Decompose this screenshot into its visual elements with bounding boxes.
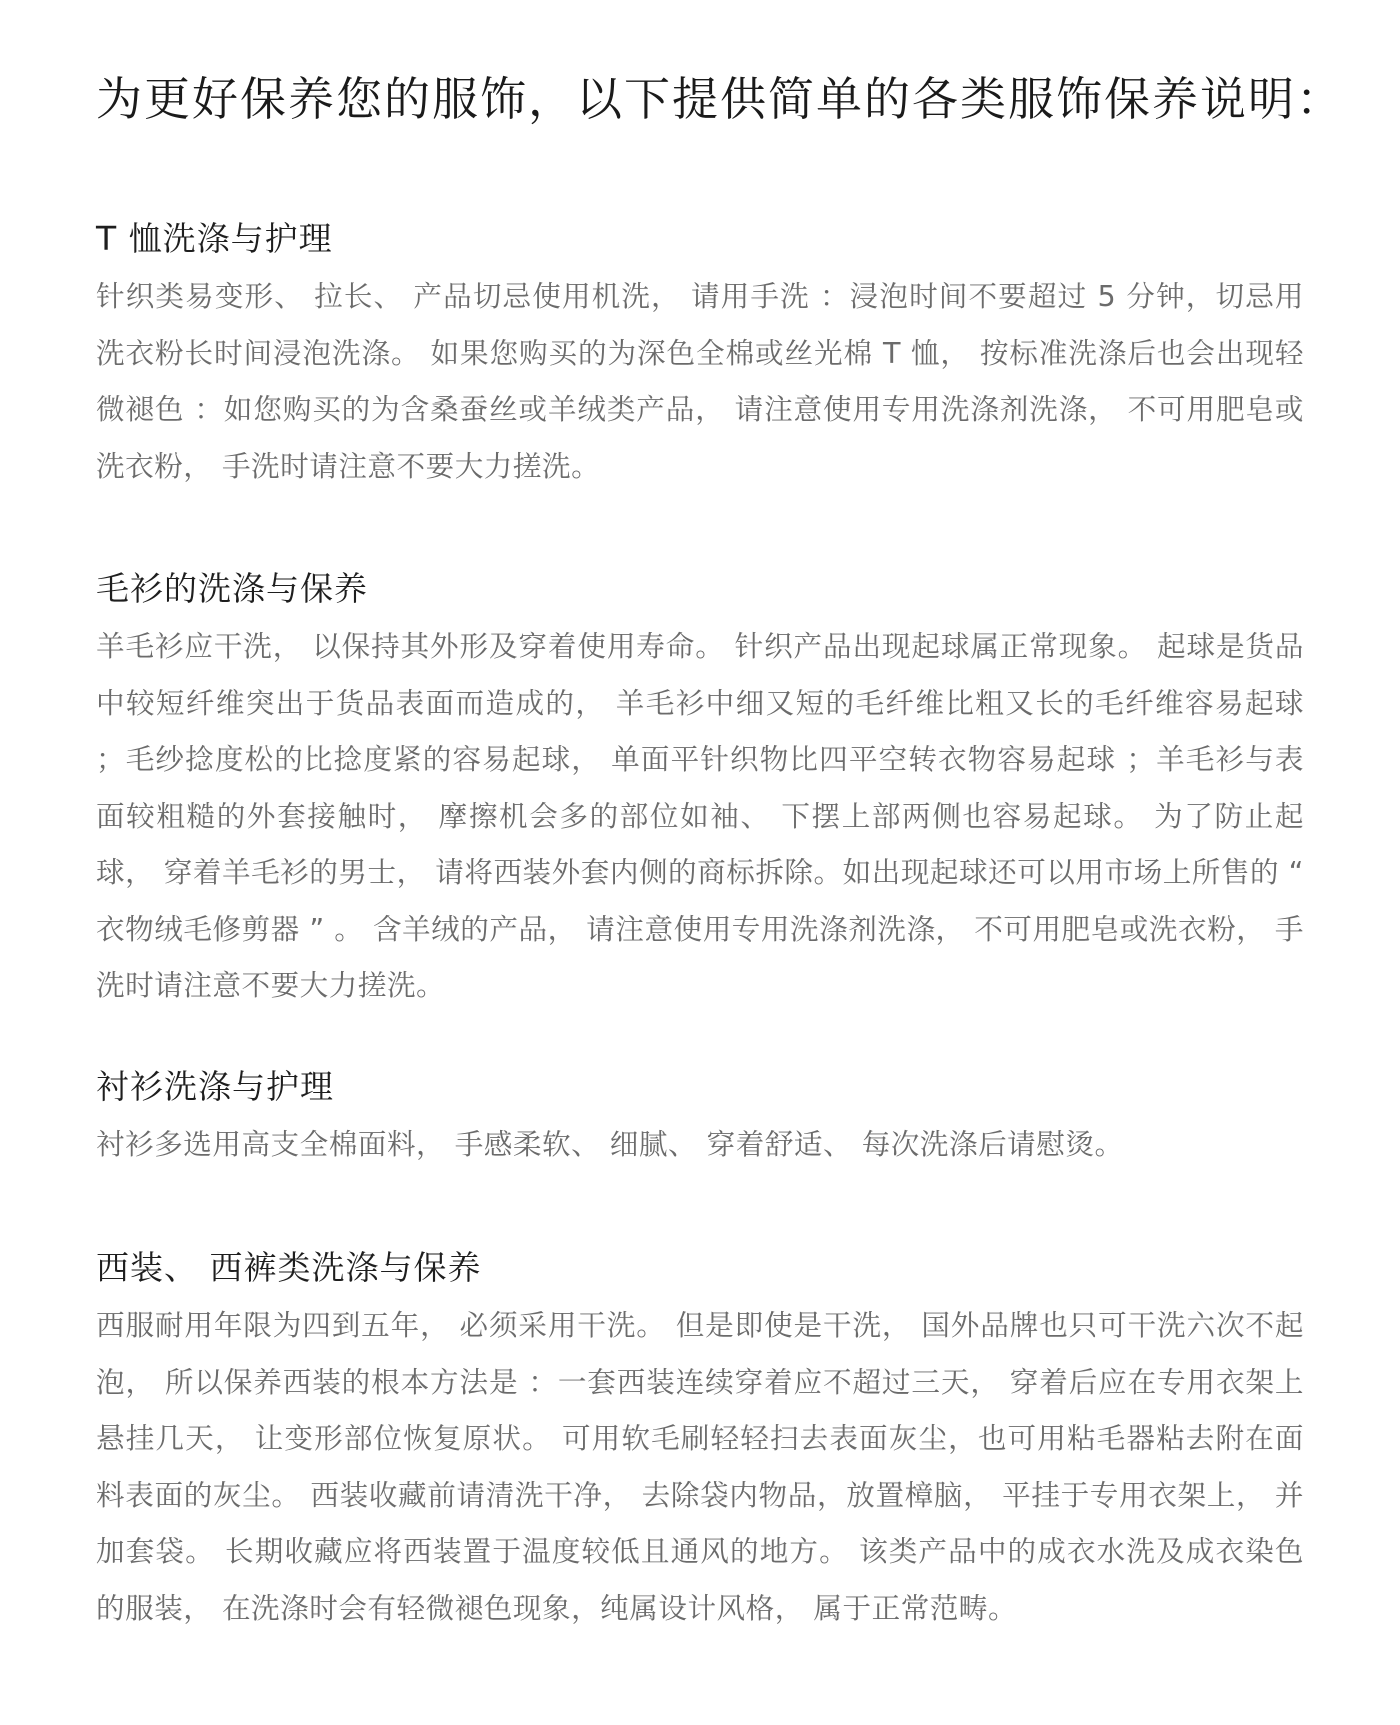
section-heading: 毛衫的洗涤与保养 (96, 569, 368, 608)
section-heading: 衬衫洗涤与护理 (96, 1067, 334, 1106)
section-heading: 西装、 西裤类洗涤与保养 (96, 1248, 482, 1287)
section-body: 西服耐用年限为四到五年， 必须采用干洗。 但是即使是干洗， 国外品牌也只可干洗六次不起泡， 所以保养西装的根本方法是 ：一套西装连续穿着应不超过三天， 穿着后应在专用衣架上悬挂几天， 让变形部位恢复原状。 可用软毛刷轻轻扫去表面灰尘，也可用粘毛器粘去附在面料表面的灰尘。 西装收藏前请清洗干净， 去除袋内物品，放置樟脑， 平挂于专用衣架上， 并加套袋。 长期收藏应将西装置于温度较低且通风的地方。 该类产品中的成衣水洗及成衣染色的服装， 在洗涤时会有轻微褪色现象，纯属设计风格， 属于正常范畴。 (96, 1308, 1304, 1625)
page-title: 为更好保养您的服饰，以下提供简单的各类服饰保养说明： (96, 72, 1344, 126)
section-shirt-care (96, 1064, 1304, 1173)
section-body: 羊毛衫应干洗， 以保持其外形及穿着使用寿命。 针织产品出现起球属正常现象。 起球是货品中较短纤维突出于货品表面而造成的， 羊毛衫中细又短的毛纤维比粗又长的毛纤维容易起球 ；毛纱捻度松的比捻度紧的容易起球， 单面平针织物比四平空转衣物容易起球 ；羊毛衫与表面较粗糙的外套接触时， 摩擦机会多的部位如袖、 下摆上部两侧也容易起球。 为了防止起球， 穿着羊毛衫的男士， 请将西装外套内侧的商标拆除。如出现起球还可以用市场上所售的 “ 衣物绒毛修剪器 ” 。 含羊绒的产品， 请注意使用专用洗涤剂洗涤， 不可用肥皂或洗衣粉， 手洗时请注意不要大力搓洗。 (96, 629, 1304, 1002)
section-tshirt-care (96, 216, 1304, 494)
section-suit-care (96, 1245, 1304, 1636)
section-heading: T 恤洗涤与护理 (96, 219, 333, 258)
section-body: 针织类易变形、 拉长、 产品切忌使用机洗， 请用手洗 ：浸泡时间不要超过 5 分钟，切忌用洗衣粉长时间浸泡洗涤。 如果您购买的为深色全棉或丝光棉 T 恤， 按标准洗涤后也会出现轻微褪色 ：如您购买的为含桑蚕丝或羊绒类产品， 请注意使用专用洗涤剂洗涤， 不可用肥皂或洗衣粉， 手洗时请注意不要大力搓洗。 (96, 279, 1304, 483)
section-sweater-care (96, 566, 1304, 1014)
section-body: 衬衫多选用高支全棉面料， 手感柔软、 细腻、 穿着舒适、 每次洗涤后请慰烫。 (96, 1127, 1124, 1161)
